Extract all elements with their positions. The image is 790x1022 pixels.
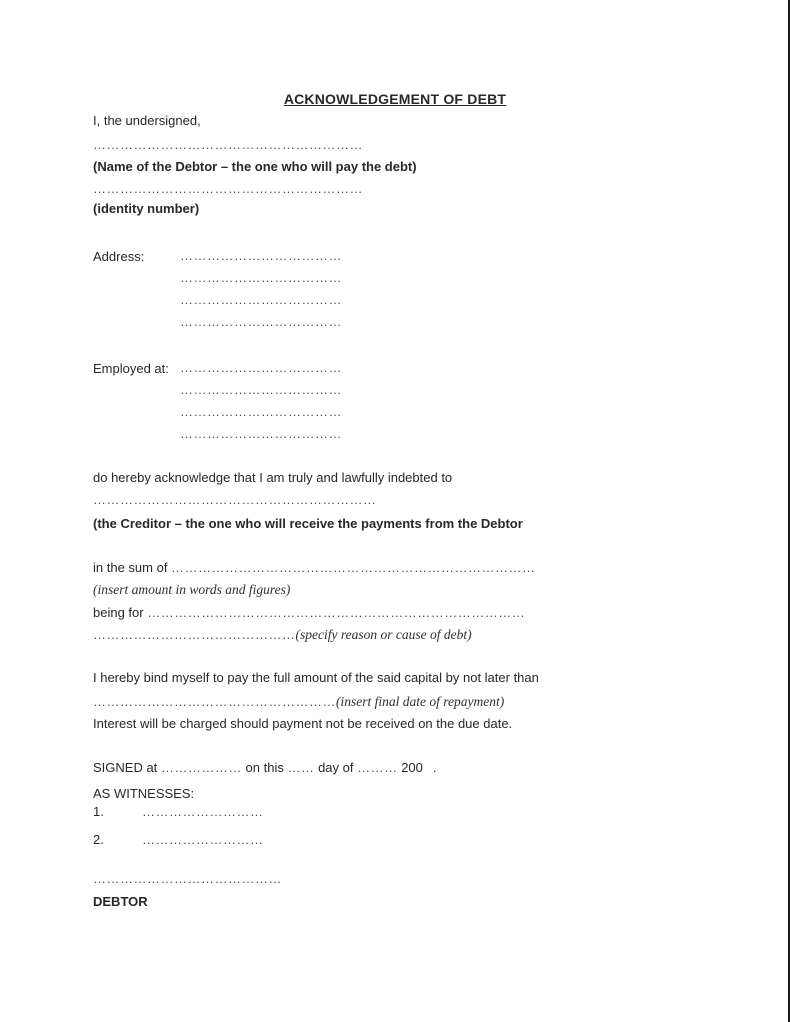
- signed-prefix: SIGNED at: [93, 760, 161, 775]
- witness-number: 2.: [93, 832, 104, 847]
- repayment-date-field-dots: ………………………………………………: [93, 694, 336, 709]
- reason-continued-line: [93, 627, 472, 643]
- intro-text: I, the undersigned,: [93, 113, 201, 128]
- reason-prefix: being for: [93, 605, 148, 620]
- sum-line: [93, 560, 536, 576]
- sum-prefix: in the sum of: [93, 560, 172, 575]
- address-field-dots: ………………………………: [180, 270, 342, 285]
- debtor-name-caption: (Name of the Debtor – the one who will pay the debt): [93, 159, 417, 174]
- reason-note: (specify reason or cause of debt): [295, 627, 472, 642]
- debtor-signature-field-dots: ……………………………………: [93, 871, 282, 886]
- document-title: ACKNOWLEDGEMENT OF DEBT: [283, 91, 507, 107]
- sum-field-dots: ………………………………………………………………………: [171, 560, 536, 575]
- employer-field-dots: ………………………………: [180, 404, 342, 419]
- employer-label: Employed at:: [93, 361, 169, 376]
- debtor-signature-caption: DEBTOR: [93, 894, 148, 909]
- signed-line: [93, 760, 437, 776]
- witness-signature-field-dots: ………………………: [142, 832, 264, 847]
- employer-field-dots: ………………………………: [180, 426, 342, 441]
- signed-place-field-dots: ………………: [160, 760, 242, 775]
- creditor-caption: (the Creditor – the one who will receive the payments from the Debtor: [93, 516, 523, 531]
- signed-period: .: [432, 760, 437, 775]
- reason-line: [93, 605, 525, 621]
- address-label: Address:: [93, 249, 145, 264]
- repayment-bind-text: I hereby bind myself to pay the full amount of the said capital by not later than: [93, 670, 539, 685]
- signed-year: 200: [397, 760, 423, 775]
- signed-mid1: on this: [241, 760, 288, 775]
- address-field-dots: ………………………………: [180, 314, 342, 329]
- address-field-dots: ………………………………: [180, 292, 342, 307]
- witness-number: 1.: [93, 804, 104, 819]
- address-field-dots: ………………………………: [180, 248, 342, 263]
- reason-field-dots-2: ………………………………………: [93, 627, 296, 642]
- signed-month-field-dots: ………: [357, 760, 398, 775]
- interest-text: Interest will be charged should payment not be received on the due date.: [93, 716, 513, 731]
- signed-day-field-dots: ……: [287, 760, 315, 775]
- sum-note: (insert amount in words and figures): [93, 582, 291, 597]
- identity-number-field-dots: ……………………………………………………: [93, 181, 363, 196]
- debtor-name-field-dots: ……………………………………………………: [93, 137, 363, 152]
- identity-number-caption: (identity number): [93, 201, 200, 216]
- repayment-note: (insert final date of repayment): [336, 694, 505, 709]
- acknowledge-text: do hereby acknowledge that I am truly and lawfully indebted to: [93, 470, 453, 485]
- reason-field-dots: …………………………………………………………………………: [147, 605, 526, 620]
- witness-signature-field-dots: ………………………: [142, 804, 264, 819]
- repayment-date-line: [93, 694, 504, 710]
- employer-field-dots: ………………………………: [180, 382, 342, 397]
- employer-field-dots: ………………………………: [180, 360, 342, 375]
- signed-mid2: day of: [314, 760, 358, 775]
- creditor-name-field-dots: ………………………………………………………: [93, 492, 377, 507]
- witnesses-label: AS WITNESSES:: [93, 786, 195, 801]
